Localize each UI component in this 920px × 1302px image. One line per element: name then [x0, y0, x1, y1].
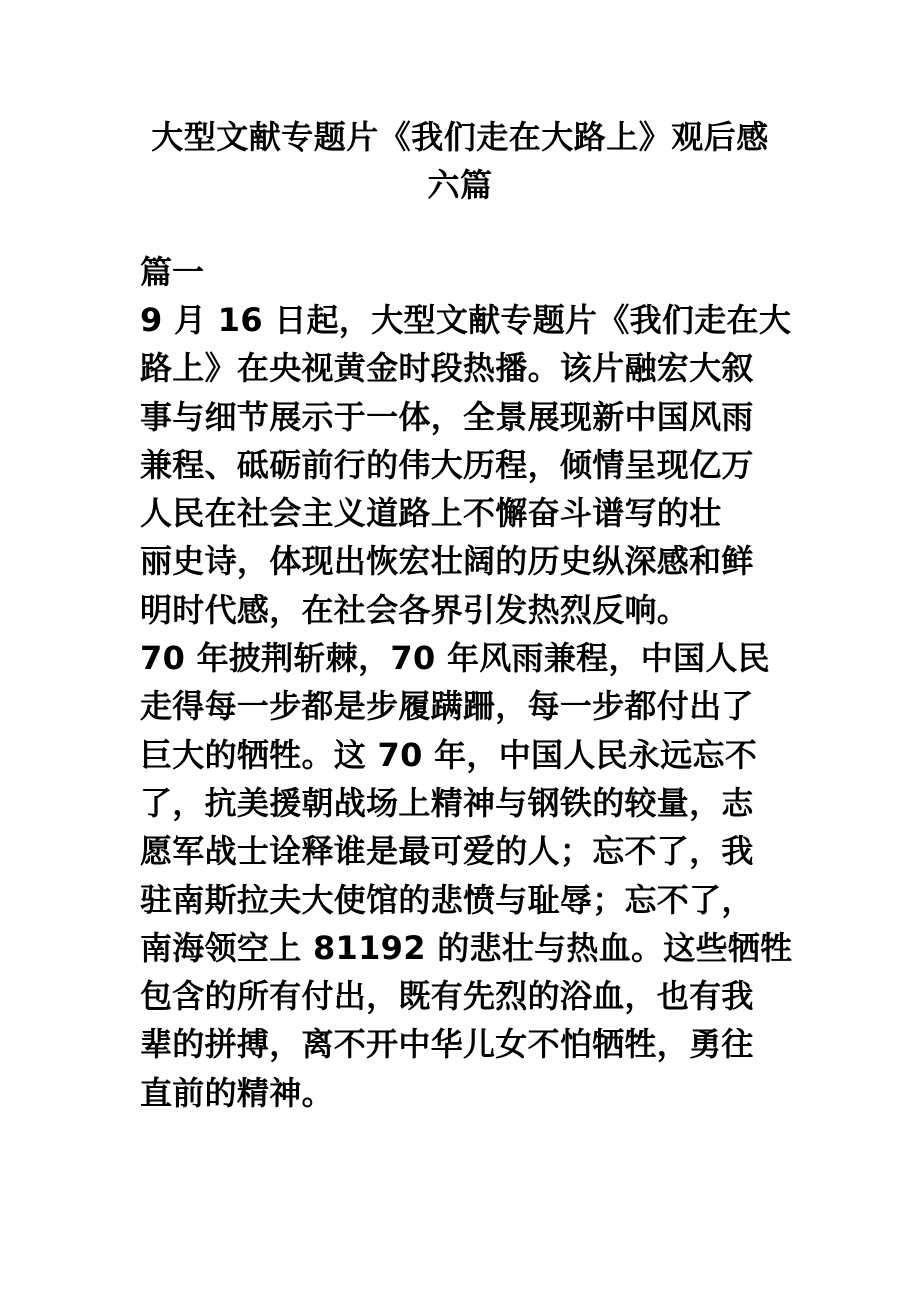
text-line: 驻南斯拉夫大使馆的悲愤与耻辱；忘不了， [140, 880, 754, 919]
text-line: 事与细节展示于一体，全景展现新中国风雨 [140, 397, 754, 436]
text-line: 兼程、砥砺前行的伟大历程，倾情呈现亿万 [140, 445, 754, 484]
title-line-1: 大型文献专题片《我们走在大路上》观后感 [151, 118, 769, 156]
text-line: 9 月 16 日起，大型文献专题片《我们走在大 [140, 301, 792, 339]
text-line: 包含的所有付出，既有先烈的浴血，也有我 [140, 977, 754, 1016]
text-line: 人民在社会主义道路上不懈奋斗谱写的壮 [140, 494, 722, 533]
title-line-2: 六篇 [427, 166, 493, 204]
text-line: 明时代感，在社会各界引发热烈反响。 [140, 590, 690, 629]
text-line: 直前的精神。 [140, 1073, 334, 1112]
text-line: 愿军战士诠释谁是最可爱的人；忘不了，我 [140, 832, 754, 871]
text-line: 路上》在央视黄金时段热播。该片融宏大叙 [140, 349, 754, 388]
body-text [140, 296, 800, 1117]
text-line: 辈的拼搏，离不开中华儿女不怕牺牲，勇往 [140, 1025, 754, 1064]
text-line: 走得每一步都是步履蹒跚，每一步都付出了 [140, 687, 754, 726]
text-line: 70 年披荆斩棘，70 年风雨兼程，中国人民 [140, 639, 770, 678]
text-line: 丽史诗，体现出恢宏壮阔的历史纵深感和鲜 [140, 542, 754, 581]
text-line: 巨大的牺牲。这 70 年，中国人民永远忘不 [140, 735, 758, 774]
text-line: 了，抗美援朝战场上精神与钢铁的较量，志 [140, 783, 754, 822]
document-title [130, 113, 790, 209]
section-heading: 篇一 [140, 253, 205, 291]
text-line: 南海领空上 81192 的悲壮与热血。这些牺牲 [140, 928, 793, 967]
